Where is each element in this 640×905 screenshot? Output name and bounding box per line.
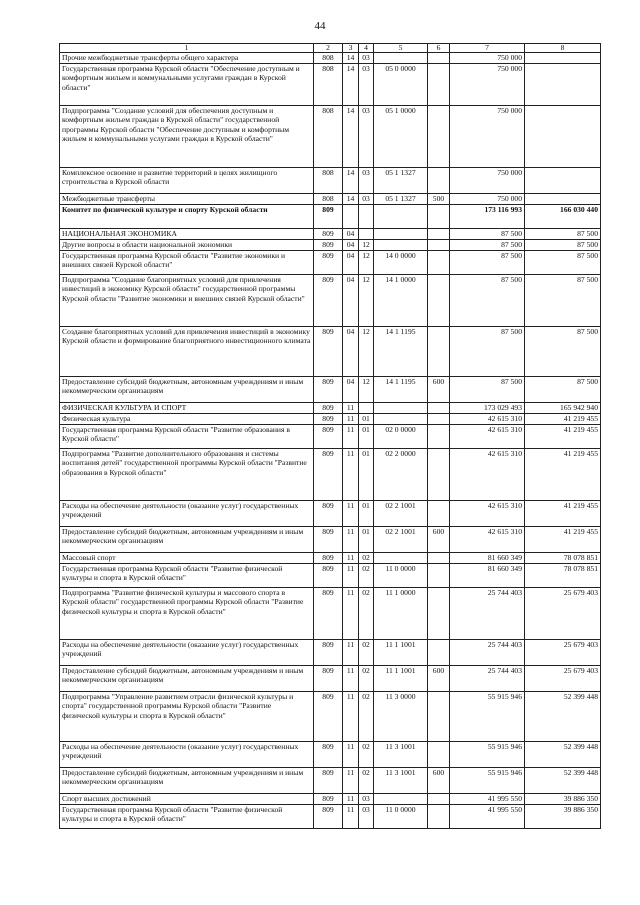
column-header: 2 (314, 44, 343, 53)
target-article-cell: 14 1 1195 (374, 327, 428, 377)
section-code-cell: 11 (343, 501, 359, 527)
row-name-cell: Межбюджетные трансферты (60, 194, 314, 205)
expense-type-cell: 600 (428, 768, 450, 794)
expense-type-cell (428, 553, 450, 564)
ministry-code-cell: 809 (314, 229, 343, 240)
section-code-cell: 11 (343, 449, 359, 501)
section-code-cell: 11 (343, 414, 359, 425)
ministry-code-cell: 808 (314, 168, 343, 194)
amount-year1-cell: 81 660 349 (450, 553, 525, 564)
section-code-cell: 14 (343, 194, 359, 205)
subsection-code-cell: 02 (359, 564, 374, 588)
amount-year2-cell (525, 64, 601, 106)
section-code-cell: 04 (343, 240, 359, 251)
amount-year2-cell: 25 679 403 (525, 640, 601, 666)
section-code-cell: 04 (343, 327, 359, 377)
table-row (60, 168, 601, 194)
amount-year2-cell: 39 886 350 (525, 794, 601, 805)
amount-year1-cell: 750 000 (450, 194, 525, 205)
target-article-cell: 14 1 0000 (374, 275, 428, 327)
row-name-cell: НАЦИОНАЛЬНАЯ ЭКОНОМИКА (60, 229, 314, 240)
amount-year1-cell: 41 995 550 (450, 805, 525, 829)
target-article-cell: 11 3 1001 (374, 768, 428, 794)
table-row (60, 553, 601, 564)
ministry-code-cell: 809 (314, 564, 343, 588)
table-row (60, 527, 601, 553)
target-article-cell: 02 2 1001 (374, 501, 428, 527)
row-name-cell: Комитет по физической культуре и спорту Курской области (60, 205, 314, 229)
target-article-cell: 05 1 0000 (374, 106, 428, 168)
table-row (60, 377, 601, 403)
table-row (60, 106, 601, 168)
expense-type-cell (428, 414, 450, 425)
budget-table (59, 43, 601, 829)
section-code-cell: 11 (343, 564, 359, 588)
section-code-cell: 14 (343, 53, 359, 64)
amount-year2-cell: 87 500 (525, 377, 601, 403)
subsection-code-cell: 01 (359, 425, 374, 449)
target-article-cell: 05 1 1327 (374, 168, 428, 194)
ministry-code-cell: 809 (314, 377, 343, 403)
row-name-cell: Подпрограмма "Создание благоприятных условий для привлечения инвестиций в экономику Курской области" государственной программы Курской области "Развитие экономики и внешних связей Курской области" (60, 275, 314, 327)
ministry-code-cell: 809 (314, 805, 343, 829)
section-code-cell: 11 (343, 425, 359, 449)
amount-year2-cell: 78 078 851 (525, 564, 601, 588)
ministry-code-cell: 808 (314, 106, 343, 168)
ministry-code-cell: 809 (314, 240, 343, 251)
ministry-code-cell: 809 (314, 553, 343, 564)
table-header-row (60, 44, 601, 53)
section-code-cell: 14 (343, 64, 359, 106)
expense-type-cell (428, 588, 450, 640)
amount-year2-cell: 41 219 455 (525, 527, 601, 553)
amount-year2-cell: 87 500 (525, 240, 601, 251)
expense-type-cell (428, 229, 450, 240)
target-article-cell: 11 0 0000 (374, 805, 428, 829)
amount-year1-cell: 87 500 (450, 327, 525, 377)
table-row (60, 205, 601, 229)
target-article-cell: 11 1 1001 (374, 640, 428, 666)
amount-year2-cell (525, 53, 601, 64)
column-header: 5 (374, 44, 428, 53)
column-header: 1 (60, 44, 314, 53)
expense-type-cell (428, 240, 450, 251)
section-code-cell: 11 (343, 692, 359, 742)
table-row (60, 414, 601, 425)
amount-year1-cell: 87 500 (450, 251, 525, 275)
target-article-cell (374, 53, 428, 64)
expense-type-cell: 600 (428, 527, 450, 553)
ministry-code-cell: 809 (314, 501, 343, 527)
section-code-cell (343, 205, 359, 229)
table-row (60, 742, 601, 768)
ministry-code-cell: 809 (314, 527, 343, 553)
ministry-code-cell: 809 (314, 403, 343, 414)
expense-type-cell (428, 275, 450, 327)
ministry-code-cell: 809 (314, 425, 343, 449)
row-name-cell: Государственная программа Курской области "Развитие образования в Курской области" (60, 425, 314, 449)
table-row (60, 640, 601, 666)
table-row (60, 275, 601, 327)
amount-year2-cell: 78 078 851 (525, 553, 601, 564)
subsection-code-cell: 02 (359, 768, 374, 794)
ministry-code-cell: 809 (314, 666, 343, 692)
amount-year1-cell: 25 744 403 (450, 640, 525, 666)
section-code-cell: 11 (343, 794, 359, 805)
amount-year2-cell: 52 399 448 (525, 692, 601, 742)
subsection-code-cell: 03 (359, 794, 374, 805)
table-row (60, 251, 601, 275)
target-article-cell (374, 553, 428, 564)
row-name-cell: ФИЗИЧЕСКАЯ КУЛЬТУРА И СПОРТ (60, 403, 314, 414)
row-name-cell: Государственная программа Курской области "Развитие экономики и внешних связей Курской области" (60, 251, 314, 275)
section-code-cell: 14 (343, 168, 359, 194)
expense-type-cell (428, 53, 450, 64)
ministry-code-cell: 809 (314, 640, 343, 666)
amount-year2-cell (525, 168, 601, 194)
subsection-code-cell (359, 229, 374, 240)
section-code-cell: 04 (343, 275, 359, 327)
amount-year2-cell: 87 500 (525, 275, 601, 327)
subsection-code-cell: 02 (359, 553, 374, 564)
amount-year2-cell: 41 219 455 (525, 414, 601, 425)
row-name-cell: Подпрограмма "Развитие дополнительного образования и системы воспитания детей" государственной программы Курской области "Развитие образования в Курской области" (60, 449, 314, 501)
amount-year2-cell: 87 500 (525, 229, 601, 240)
target-article-cell: 02 2 0000 (374, 449, 428, 501)
amount-year1-cell: 42 615 310 (450, 527, 525, 553)
target-article-cell (374, 403, 428, 414)
amount-year1-cell: 25 744 403 (450, 588, 525, 640)
row-name-cell: Расходы на обеспечение деятельности (оказание услуг) государственных учреждений (60, 742, 314, 768)
ministry-code-cell: 809 (314, 449, 343, 501)
amount-year2-cell: 87 500 (525, 251, 601, 275)
amount-year1-cell: 55 915 946 (450, 692, 525, 742)
target-article-cell: 14 1 1195 (374, 377, 428, 403)
section-code-cell: 11 (343, 805, 359, 829)
amount-year2-cell: 41 219 455 (525, 449, 601, 501)
row-name-cell: Государственная программа Курской области "Развитие физической культуры и спорта в Курской области" (60, 564, 314, 588)
row-name-cell: Создание благоприятных условий для привлечения инвестиций в экономику Курской области и формирование благоприятного инвестиционного климата (60, 327, 314, 377)
section-code-cell: 11 (343, 553, 359, 564)
expense-type-cell (428, 501, 450, 527)
expense-type-cell (428, 640, 450, 666)
ministry-code-cell: 809 (314, 251, 343, 275)
subsection-code-cell: 12 (359, 275, 374, 327)
expense-type-cell (428, 805, 450, 829)
column-header: 6 (428, 44, 450, 53)
subsection-code-cell: 02 (359, 742, 374, 768)
section-code-cell: 11 (343, 666, 359, 692)
subsection-code-cell: 12 (359, 377, 374, 403)
subsection-code-cell: 02 (359, 588, 374, 640)
row-name-cell: Подпрограмма "Развитие физической культуры и массового спорта в Курской области" государственной программы Курской области "Развитие физической культуры и спорта в Курской области" (60, 588, 314, 640)
ministry-code-cell: 808 (314, 194, 343, 205)
ministry-code-cell: 808 (314, 53, 343, 64)
table-row (60, 564, 601, 588)
target-article-cell: 05 0 0000 (374, 64, 428, 106)
section-code-cell: 04 (343, 229, 359, 240)
ministry-code-cell: 809 (314, 692, 343, 742)
amount-year1-cell: 55 915 946 (450, 742, 525, 768)
column-header: 8 (525, 44, 601, 53)
amount-year1-cell: 87 500 (450, 240, 525, 251)
target-article-cell (374, 794, 428, 805)
subsection-code-cell: 02 (359, 692, 374, 742)
target-article-cell: 11 3 0000 (374, 692, 428, 742)
row-name-cell: Предоставление субсидий бюджетным, автономным учреждениям и иным некоммерческим организациям (60, 768, 314, 794)
table-row (60, 53, 601, 64)
row-name-cell: Комплексное освоение и развитие территорий в целях жилищного строительства в Курской области (60, 168, 314, 194)
ministry-code-cell: 809 (314, 275, 343, 327)
amount-year2-cell: 39 886 350 (525, 805, 601, 829)
section-code-cell: 11 (343, 403, 359, 414)
subsection-code-cell: 02 (359, 666, 374, 692)
amount-year1-cell: 87 500 (450, 377, 525, 403)
target-article-cell (374, 240, 428, 251)
subsection-code-cell: 03 (359, 194, 374, 205)
table-row (60, 425, 601, 449)
table-row (60, 327, 601, 377)
row-name-cell: Подпрограмма "Управление развитием отрасли физической культуры и спорта" государственной программы Курской области "Развитие физической культуры и спорта в Курской области" (60, 692, 314, 742)
amount-year1-cell: 42 615 310 (450, 449, 525, 501)
subsection-code-cell: 01 (359, 449, 374, 501)
ministry-code-cell: 809 (314, 588, 343, 640)
table-row (60, 692, 601, 742)
amount-year1-cell: 42 615 310 (450, 414, 525, 425)
amount-year2-cell (525, 194, 601, 205)
table-row (60, 588, 601, 640)
ministry-code-cell: 809 (314, 742, 343, 768)
amount-year1-cell: 42 615 310 (450, 425, 525, 449)
amount-year2-cell: 166 030 440 (525, 205, 601, 229)
section-code-cell: 04 (343, 251, 359, 275)
expense-type-cell: 600 (428, 377, 450, 403)
section-code-cell: 11 (343, 588, 359, 640)
amount-year1-cell: 750 000 (450, 106, 525, 168)
target-article-cell: 11 1 0000 (374, 588, 428, 640)
target-article-cell: 05 1 1327 (374, 194, 428, 205)
row-name-cell: Физическая культура (60, 414, 314, 425)
expense-type-cell (428, 327, 450, 377)
target-article-cell: 14 0 0000 (374, 251, 428, 275)
subsection-code-cell: 01 (359, 501, 374, 527)
section-code-cell: 11 (343, 742, 359, 768)
row-name-cell: Предоставление субсидий бюджетным, автономным учреждениям и иным некоммерческим организациям (60, 666, 314, 692)
amount-year1-cell: 750 000 (450, 64, 525, 106)
expense-type-cell (428, 794, 450, 805)
subsection-code-cell: 03 (359, 805, 374, 829)
subsection-code-cell: 03 (359, 64, 374, 106)
expense-type-cell (428, 205, 450, 229)
expense-type-cell (428, 692, 450, 742)
target-article-cell: 11 1 1001 (374, 666, 428, 692)
table-row (60, 768, 601, 794)
table-row (60, 805, 601, 829)
row-name-cell: Предоставление субсидий бюджетным, автономным учреждениям и иным некоммерческим организациям (60, 377, 314, 403)
ministry-code-cell: 809 (314, 205, 343, 229)
amount-year2-cell: 52 399 448 (525, 742, 601, 768)
column-header: 3 (343, 44, 359, 53)
subsection-code-cell: 03 (359, 53, 374, 64)
row-name-cell: Расходы на обеспечение деятельности (оказание услуг) государственных учреждений (60, 640, 314, 666)
table-row (60, 194, 601, 205)
amount-year2-cell: 165 942 940 (525, 403, 601, 414)
amount-year1-cell: 42 615 310 (450, 501, 525, 527)
amount-year2-cell: 87 500 (525, 327, 601, 377)
expense-type-cell (428, 168, 450, 194)
amount-year1-cell: 81 660 349 (450, 564, 525, 588)
column-header: 4 (359, 44, 374, 53)
amount-year1-cell: 173 029 493 (450, 403, 525, 414)
amount-year1-cell: 173 116 993 (450, 205, 525, 229)
ministry-code-cell: 809 (314, 327, 343, 377)
subsection-code-cell: 02 (359, 640, 374, 666)
amount-year1-cell: 55 915 946 (450, 768, 525, 794)
subsection-code-cell: 03 (359, 168, 374, 194)
amount-year2-cell: 41 219 455 (525, 425, 601, 449)
amount-year1-cell: 750 000 (450, 168, 525, 194)
amount-year1-cell: 750 000 (450, 53, 525, 64)
expense-type-cell (428, 106, 450, 168)
subsection-code-cell: 01 (359, 527, 374, 553)
amount-year1-cell: 41 995 550 (450, 794, 525, 805)
section-code-cell: 04 (343, 377, 359, 403)
table-row (60, 240, 601, 251)
section-code-cell: 11 (343, 640, 359, 666)
expense-type-cell (428, 403, 450, 414)
amount-year2-cell: 25 679 403 (525, 666, 601, 692)
table-row (60, 449, 601, 501)
subsection-code-cell (359, 205, 374, 229)
target-article-cell (374, 414, 428, 425)
column-header: 7 (450, 44, 525, 53)
amount-year1-cell: 25 744 403 (450, 666, 525, 692)
table-row (60, 229, 601, 240)
row-name-cell: Расходы на обеспечение деятельности (оказание услуг) государственных учреждений (60, 501, 314, 527)
amount-year1-cell: 87 500 (450, 275, 525, 327)
ministry-code-cell: 809 (314, 794, 343, 805)
subsection-code-cell: 03 (359, 106, 374, 168)
ministry-code-cell: 808 (314, 64, 343, 106)
expense-type-cell: 500 (428, 194, 450, 205)
amount-year2-cell: 41 219 455 (525, 501, 601, 527)
expense-type-cell: 600 (428, 666, 450, 692)
row-name-cell: Прочие межбюджетные трансферты общего характера (60, 53, 314, 64)
subsection-code-cell: 12 (359, 251, 374, 275)
subsection-code-cell: 12 (359, 327, 374, 377)
row-name-cell: Подпрограмма "Создание условий для обеспечения доступным и комфортным жильем граждан в Курской области" государственной программы Курской области "Обеспечение доступным и комфортным жильем и коммунальными услугами граждан в Курской области" (60, 106, 314, 168)
target-article-cell (374, 229, 428, 240)
subsection-code-cell: 01 (359, 414, 374, 425)
ministry-code-cell: 809 (314, 414, 343, 425)
target-article-cell: 11 0 0000 (374, 564, 428, 588)
row-name-cell: Предоставление субсидий бюджетным, автономным учреждениям и иным некоммерческим организациям (60, 527, 314, 553)
subsection-code-cell: 12 (359, 240, 374, 251)
expense-type-cell (428, 742, 450, 768)
row-name-cell: Массовый спорт (60, 553, 314, 564)
expense-type-cell (428, 251, 450, 275)
row-name-cell: Государственная программа Курской области "Обеспечение доступным и комфортным жильем и коммунальными услугами граждан в Курской области" (60, 64, 314, 106)
section-code-cell: 14 (343, 106, 359, 168)
section-code-cell: 11 (343, 768, 359, 794)
expense-type-cell (428, 64, 450, 106)
target-article-cell (374, 205, 428, 229)
expense-type-cell (428, 425, 450, 449)
target-article-cell: 02 2 1001 (374, 527, 428, 553)
table-row (60, 64, 601, 106)
table-row (60, 403, 601, 414)
amount-year2-cell (525, 106, 601, 168)
row-name-cell: Спорт высших достижений (60, 794, 314, 805)
section-code-cell: 11 (343, 527, 359, 553)
target-article-cell: 11 3 1001 (374, 742, 428, 768)
amount-year2-cell: 52 399 448 (525, 768, 601, 794)
ministry-code-cell: 809 (314, 768, 343, 794)
table-row (60, 666, 601, 692)
table-row (60, 501, 601, 527)
table-row (60, 794, 601, 805)
expense-type-cell (428, 564, 450, 588)
page-number: 44 (314, 20, 326, 32)
target-article-cell: 02 0 0000 (374, 425, 428, 449)
row-name-cell: Государственная программа Курской области "Развитие физической культуры и спорта в Курской области" (60, 805, 314, 829)
expense-type-cell (428, 449, 450, 501)
row-name-cell: Другие вопросы в области национальной экономики (60, 240, 314, 251)
amount-year2-cell: 25 679 403 (525, 588, 601, 640)
subsection-code-cell (359, 403, 374, 414)
amount-year1-cell: 87 500 (450, 229, 525, 240)
